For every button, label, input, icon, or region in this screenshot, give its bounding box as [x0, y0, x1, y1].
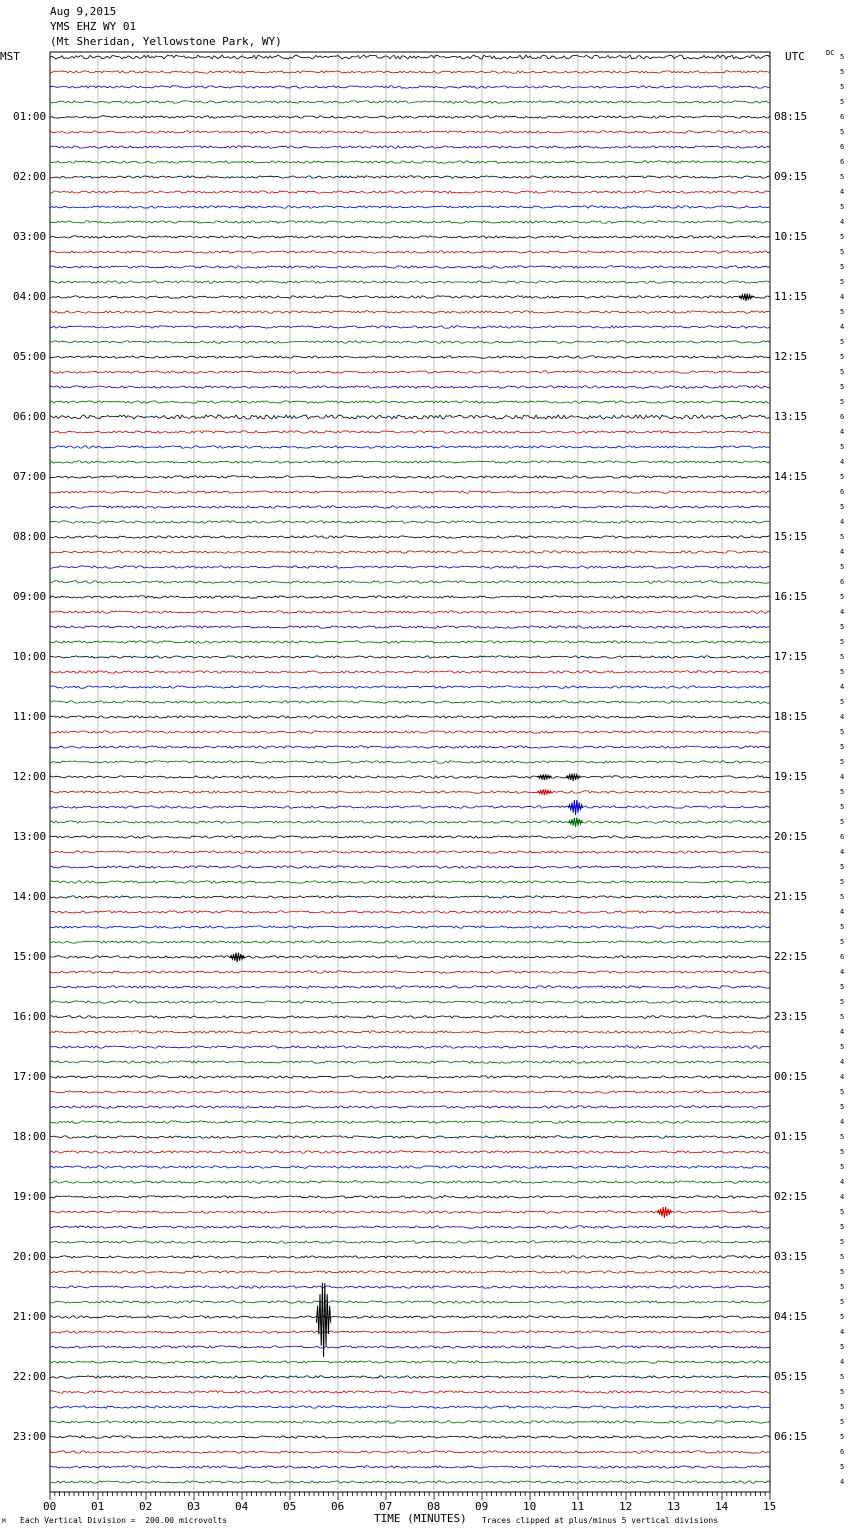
trace-line: [50, 206, 770, 208]
dc-offset-value: 5: [840, 248, 845, 256]
dc-offset-value: 5: [840, 1163, 845, 1171]
trace-line: [50, 311, 770, 313]
trace-line: [50, 746, 770, 748]
left-hour-label: 23:00: [13, 1430, 47, 1443]
trace-line: [50, 1076, 770, 1078]
x-tick-label: 06: [331, 1500, 345, 1513]
left-hour-label: 06:00: [13, 410, 47, 423]
dc-offset-value: 5: [840, 638, 845, 646]
x-tick-label: 07: [379, 1500, 393, 1513]
x-tick-label: 08: [427, 1500, 441, 1513]
x-tick-label: 03: [187, 1500, 201, 1513]
trace-line: [50, 836, 770, 838]
dc-offset-value: 5: [840, 653, 845, 661]
dc-offset-value: 5: [840, 1148, 845, 1156]
trace-line: [50, 686, 770, 688]
x-tick-label: 05: [283, 1500, 297, 1513]
footer-mark: M: [2, 1518, 6, 1525]
right-hour-label: 15:15: [774, 530, 808, 543]
trace-line: [50, 1421, 770, 1423]
dc-offset-value: 4: [840, 683, 845, 691]
trace-line: [50, 1376, 770, 1378]
trace-line: [50, 326, 770, 328]
dc-offset-value: 5: [840, 173, 845, 181]
clip-note: Traces clipped at plus/minus 5 vertical divisions: [482, 1516, 719, 1525]
dc-offset-value: 5: [840, 368, 845, 376]
x-tick-label: 09: [475, 1500, 489, 1513]
x-axis-title: TIME (MINUTES): [374, 1512, 467, 1525]
trace-line: [50, 1301, 770, 1303]
trace-line: [50, 101, 770, 103]
trace-line: [50, 896, 770, 898]
right-hour-label: 17:15: [774, 650, 808, 663]
trace-line: [50, 236, 770, 238]
dc-offset-value: 6: [840, 488, 845, 496]
trace-line: [50, 176, 770, 178]
trace-line: [50, 626, 770, 628]
dc-offset-value: 5: [840, 1013, 845, 1021]
dc-offset-value: 5: [840, 83, 845, 91]
trace-line: [50, 146, 770, 148]
dc-offset-value: 4: [840, 773, 845, 781]
dc-offset-value: 5: [840, 353, 845, 361]
trace-line: [50, 1181, 770, 1183]
x-tick-label: 12: [619, 1500, 633, 1513]
left-hour-label: 10:00: [13, 650, 47, 663]
dc-offset-value: 5: [840, 383, 845, 391]
dc-offset-value: 5: [840, 923, 845, 931]
trace-line: [50, 551, 770, 553]
dc-offset-value: 4: [840, 188, 845, 196]
left-hour-label: 13:00: [13, 830, 47, 843]
right-hour-label: 19:15: [774, 770, 808, 783]
left-hour-label: 12:00: [13, 770, 47, 783]
trace-line: [50, 1331, 770, 1333]
trace-line: [50, 1151, 770, 1153]
trace-line: [50, 641, 770, 643]
trace-line: [50, 1091, 770, 1093]
right-hour-label: 06:15: [774, 1430, 808, 1443]
trace-line: [50, 1136, 770, 1138]
left-hour-label: 08:00: [13, 530, 47, 543]
dc-offset-value: 5: [840, 68, 845, 76]
trace-line: [50, 926, 770, 928]
trace-line: [50, 1001, 770, 1003]
plot-frame: [50, 52, 770, 1492]
dc-offset-value: 6: [840, 1448, 845, 1456]
x-tick-label: 13: [667, 1500, 681, 1513]
dc-offset-value: 5: [840, 1043, 845, 1051]
left-hour-label: 16:00: [13, 1010, 47, 1023]
dc-offset-value: 4: [840, 218, 845, 226]
trace-line: [50, 491, 770, 493]
right-hour-label: 12:15: [774, 350, 808, 363]
dc-offset-value: 6: [840, 143, 845, 151]
x-tick-label: 14: [715, 1500, 729, 1513]
dc-offset-value: 5: [840, 788, 845, 796]
dc-offset-value: 4: [840, 608, 845, 616]
trace-line: [50, 791, 770, 793]
trace-line: [50, 161, 770, 163]
left-hour-label: 01:00: [13, 110, 47, 123]
dc-offset-value: 4: [840, 1328, 845, 1336]
event-spike: [568, 800, 582, 815]
trace-line: [50, 1316, 770, 1318]
trace-line: [50, 566, 770, 568]
station-code: YMS EHZ WY 01: [50, 20, 137, 33]
dc-offset-value: 5: [840, 1373, 845, 1381]
trace-line: [50, 1061, 770, 1063]
trace-line: [50, 1241, 770, 1243]
trace-line: [50, 761, 770, 763]
trace-line: [50, 1286, 770, 1288]
dc-offset-value: 5: [840, 668, 845, 676]
dc-offset-value: 5: [840, 398, 845, 406]
trace-line: [50, 521, 770, 523]
dc-offset-value: 5: [840, 743, 845, 751]
right-hour-label: 20:15: [774, 830, 808, 843]
dc-offset-value: 4: [840, 1178, 845, 1186]
dc-offset-value: 5: [840, 128, 845, 136]
station-location: (Mt Sheridan, Yellowstone Park, WY): [50, 35, 282, 48]
trace-line: [50, 431, 770, 433]
x-tick-label: 01: [91, 1500, 105, 1513]
right-hour-label: 13:15: [774, 410, 808, 423]
dc-offset-value: 4: [840, 1028, 845, 1036]
dc-offset-value: 4: [840, 968, 845, 976]
dc-offset-value: 5: [840, 1298, 845, 1306]
dc-offset-value: 5: [840, 53, 845, 61]
trace-line: [50, 1226, 770, 1228]
trace-line: [50, 866, 770, 868]
right-hour-label: 14:15: [774, 470, 808, 483]
left-hour-label: 19:00: [13, 1190, 47, 1203]
trace-line: [50, 731, 770, 733]
dc-offset-value: 4: [840, 518, 845, 526]
dc-offset-value: 4: [840, 293, 845, 301]
trace-line: [50, 1391, 770, 1393]
trace-line: [50, 371, 770, 373]
trace-line: [50, 476, 770, 478]
left-hour-label: 04:00: [13, 290, 47, 303]
trace-line: [50, 821, 770, 823]
dc-offset-value: 5: [840, 818, 845, 826]
trace-line: [50, 1481, 770, 1483]
left-hour-label: 03:00: [13, 230, 47, 243]
left-hour-label: 02:00: [13, 170, 47, 183]
dc-offset-value: 5: [840, 728, 845, 736]
dc-offset-value: 4: [840, 323, 845, 331]
trace-line: [50, 701, 770, 703]
trace-line: [50, 251, 770, 253]
trace-line: [50, 296, 770, 298]
trace-line: [50, 1466, 770, 1468]
dc-offset-value: 5: [840, 263, 845, 271]
trace-line: [50, 1256, 770, 1258]
plot-date: Aug 9,2015: [50, 5, 117, 18]
right-hour-label: 01:15: [774, 1130, 808, 1143]
right-hour-label: 05:15: [774, 1370, 808, 1383]
scale-note: Each Vertical Division = 200.00 microvolts: [20, 1516, 228, 1525]
dc-offset-value: 5: [840, 1223, 845, 1231]
dc-offset-value: 4: [840, 428, 845, 436]
trace-line: [50, 386, 770, 388]
trace-line: [50, 1361, 770, 1363]
dc-offset-value: 5: [840, 1418, 845, 1426]
dc-offset-value: 5: [840, 758, 845, 766]
trace-line: [50, 341, 770, 343]
event-spike: [537, 789, 551, 795]
dc-offset-value: 5: [840, 1208, 845, 1216]
left-hour-label: 05:00: [13, 350, 47, 363]
trace-line: [50, 941, 770, 943]
dc-offset-value: 5: [840, 983, 845, 991]
trace-line: [50, 1046, 770, 1048]
dc-offset-value: 5: [840, 1103, 845, 1111]
right-hour-label: 04:15: [774, 1310, 808, 1323]
trace-line: [50, 716, 770, 718]
trace-line: [50, 221, 770, 223]
trace-line: [50, 1406, 770, 1408]
dc-offset-value: 4: [840, 908, 845, 916]
dc-offset-value: 5: [840, 443, 845, 451]
trace-line: [50, 1121, 770, 1123]
right-hour-label: 11:15: [774, 290, 808, 303]
trace-line: [50, 506, 770, 508]
dc-offset-value: 5: [840, 1253, 845, 1261]
left-hour-label: 18:00: [13, 1130, 47, 1143]
right-hour-label: 00:15: [774, 1070, 808, 1083]
trace-line: [50, 776, 770, 778]
x-tick-label: 02: [139, 1500, 153, 1513]
trace-line: [50, 1031, 770, 1033]
trace-line: [50, 1451, 770, 1453]
dc-offset-value: 5: [840, 278, 845, 286]
trace-line: [50, 1346, 770, 1348]
left-hour-label: 17:00: [13, 1070, 47, 1083]
dc-offset-value: 5: [840, 1343, 845, 1351]
dc-offset-value: 5: [840, 863, 845, 871]
event-spike: [657, 1207, 671, 1218]
dc-offset-value: 6: [840, 158, 845, 166]
dc-offset-value: 5: [840, 1088, 845, 1096]
x-tick-label: 04: [235, 1500, 249, 1513]
trace-line: [50, 1271, 770, 1273]
dc-offset-value: 4: [840, 548, 845, 556]
right-hour-label: 10:15: [774, 230, 808, 243]
dc-offset-value: 5: [840, 998, 845, 1006]
dc-offset-value: 5: [840, 533, 845, 541]
dc-offset-value: 5: [840, 1133, 845, 1141]
dc-offset-value: 5: [840, 893, 845, 901]
right-hour-label: 02:15: [774, 1190, 808, 1203]
trace-line: [50, 581, 770, 583]
trace-line: [50, 656, 770, 658]
right-hour-label: 09:15: [774, 170, 808, 183]
dc-label: DC: [826, 49, 835, 57]
dc-offset-value: 5: [840, 1268, 845, 1276]
dc-offset-value: 5: [840, 473, 845, 481]
right-hour-label: 22:15: [774, 950, 808, 963]
dc-offset-value: 5: [840, 803, 845, 811]
dc-offset-value: 5: [840, 503, 845, 511]
x-tick-label: 00: [43, 1500, 57, 1513]
dc-offset-value: 5: [840, 1463, 845, 1471]
trace-line: [50, 356, 770, 358]
trace-line: [50, 415, 770, 419]
dc-offset-value: 6: [840, 578, 845, 586]
right-hour-label: 03:15: [774, 1250, 808, 1263]
trace-line: [50, 1106, 770, 1108]
trace-line: [50, 116, 770, 118]
right-hour-label: 21:15: [774, 890, 808, 903]
dc-offset-value: 5: [840, 623, 845, 631]
event-spike: [316, 1283, 330, 1357]
trace-line: [50, 131, 770, 133]
right-timezone-label: UTC: [785, 50, 805, 63]
left-hour-label: 22:00: [13, 1370, 47, 1383]
dc-offset-value: 5: [840, 938, 845, 946]
dc-offset-value: 5: [840, 1403, 845, 1411]
trace-line: [50, 986, 770, 988]
dc-offset-value: 5: [840, 233, 845, 241]
trace-line: [50, 1166, 770, 1168]
dc-offset-value: 4: [840, 458, 845, 466]
right-hour-label: 18:15: [774, 710, 808, 723]
dc-offset-value: 4: [840, 1073, 845, 1081]
dc-offset-value: 4: [840, 1058, 845, 1066]
dc-offset-value: 5: [840, 878, 845, 886]
trace-line: [50, 71, 770, 73]
dc-offset-value: 5: [840, 1388, 845, 1396]
trace-line: [50, 281, 770, 283]
dc-offset-value: 6: [840, 113, 845, 121]
dc-offset-value: 6: [840, 413, 845, 421]
trace-line: [50, 55, 770, 59]
dc-offset-value: 4: [840, 848, 845, 856]
left-hour-label: 14:00: [13, 890, 47, 903]
dc-offset-value: 5: [840, 1433, 845, 1441]
trace-line: [50, 881, 770, 883]
left-hour-label: 15:00: [13, 950, 47, 963]
dc-offset-value: 5: [840, 1283, 845, 1291]
left-hour-label: 20:00: [13, 1250, 47, 1263]
trace-line: [50, 191, 770, 193]
trace-line: [50, 401, 770, 403]
dc-offset-value: 6: [840, 833, 845, 841]
left-hour-label: 07:00: [13, 470, 47, 483]
dc-offset-value: 4: [840, 1193, 845, 1201]
right-hour-label: 23:15: [774, 1010, 808, 1023]
left-hour-label: 11:00: [13, 710, 47, 723]
trace-line: [50, 461, 770, 463]
x-tick-label: 10: [523, 1500, 537, 1513]
dc-offset-value: 5: [840, 1238, 845, 1246]
trace-line: [50, 611, 770, 613]
trace-line: [50, 266, 770, 268]
x-tick-label: 11: [571, 1500, 585, 1513]
left-hour-label: 09:00: [13, 590, 47, 603]
right-hour-label: 08:15: [774, 110, 808, 123]
dc-offset-value: 5: [840, 338, 845, 346]
dc-offset-value: 5: [840, 593, 845, 601]
trace-line: [50, 536, 770, 538]
dc-offset-value: 4: [840, 1118, 845, 1126]
trace-line: [50, 671, 770, 673]
dc-offset-value: 5: [840, 98, 845, 106]
trace-line: [50, 86, 770, 88]
trace-line: [50, 1436, 770, 1438]
dc-offset-value: 5: [840, 563, 845, 571]
dc-offset-value: 4: [840, 1358, 845, 1366]
left-timezone-label: MST: [0, 50, 20, 63]
trace-line: [50, 851, 770, 853]
dc-offset-value: 5: [840, 203, 845, 211]
right-hour-label: 16:15: [774, 590, 808, 603]
dc-offset-value: 5: [840, 698, 845, 706]
dc-offset-value: 5: [840, 308, 845, 316]
event-spike: [739, 294, 753, 301]
trace-line: [50, 806, 770, 808]
trace-line: [50, 446, 770, 448]
trace-line: [50, 971, 770, 973]
dc-offset-value: 4: [840, 1478, 845, 1486]
trace-line: [50, 1196, 770, 1198]
trace-line: [50, 1016, 770, 1018]
dc-offset-value: 6: [840, 953, 845, 961]
left-hour-label: 21:00: [13, 1310, 47, 1323]
trace-line: [50, 596, 770, 598]
trace-line: [50, 911, 770, 913]
dc-offset-value: 5: [840, 1313, 845, 1321]
dc-offset-value: 4: [840, 713, 845, 721]
x-tick-label: 15: [763, 1500, 777, 1513]
trace-line: [50, 956, 770, 958]
